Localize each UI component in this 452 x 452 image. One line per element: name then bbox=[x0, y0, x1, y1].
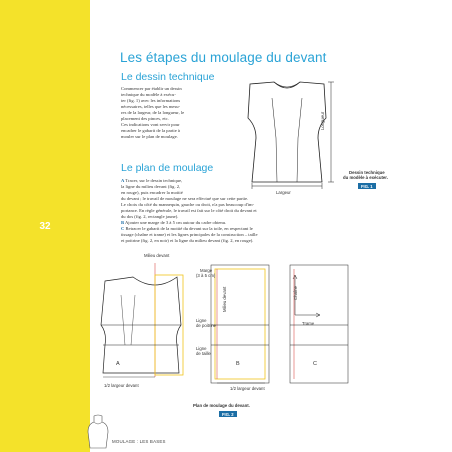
label-trame: Trame bbox=[302, 321, 315, 326]
text-line: mouler sur le plan de moulage. bbox=[121, 134, 178, 139]
page-title: Les étapes du moulage du devant bbox=[120, 50, 327, 65]
text-line: placement des pinces, etc. bbox=[121, 116, 169, 121]
fig1-caption-line2: du modèle à exécuter. bbox=[343, 175, 388, 180]
label-ligne-taille-2: de taille bbox=[196, 351, 211, 356]
fig2-plan-diagram bbox=[95, 255, 390, 390]
text-line: Ces indications vont servir pour bbox=[121, 122, 180, 127]
label-half-width-b: 1/2 largeur devant bbox=[230, 386, 265, 391]
text-line: du dos (fig. 2, rectangle jaune). bbox=[121, 214, 179, 219]
mannequin-illustration bbox=[84, 414, 112, 450]
text-line: du devant ; le travail de moulage ne sera effectué que sur cette partie. bbox=[121, 196, 249, 201]
text-line: Le choix du côté du mannequin, gauche ou droit, n'a pas beaucoup d'im- bbox=[121, 202, 255, 207]
text-line: res de la largeur, de la longueur, le bbox=[121, 110, 185, 115]
dessin-paragraph bbox=[121, 86, 211, 140]
label-milieu-devant: Milieu devant bbox=[144, 253, 170, 258]
text-line: ter (fig. 1) avec les informations bbox=[121, 98, 181, 103]
panel-label-a: A bbox=[116, 361, 120, 367]
label-longueur: Longueur bbox=[320, 111, 325, 130]
text-line: nécessaires, telles que les mesu- bbox=[121, 104, 181, 109]
section-heading-plan: Le plan de moulage bbox=[121, 162, 214, 174]
text-line: Commencer par établir un dessin bbox=[121, 86, 182, 91]
text-line: C Retracer le gabarit de la moitié du devant sur la toile, en respectant le bbox=[121, 226, 253, 231]
text-line: tissage (chaîne et trame) et les lignes principales de la construction – taille bbox=[121, 232, 258, 237]
text-line: la ligne du milieu devant (fig. 2, bbox=[121, 184, 181, 189]
panel-label-b: B bbox=[236, 361, 240, 367]
section-heading-dessin: Le dessin technique bbox=[121, 71, 215, 83]
fig1-caption-line1: Dessin technique bbox=[349, 170, 385, 175]
label-ligne-poitrine-1: Ligne bbox=[196, 318, 207, 323]
fig2-badge: FIG. 2 bbox=[219, 411, 237, 417]
label-ligne-taille-1: Ligne bbox=[196, 346, 207, 351]
label-marge-2: (3 à 5 cm) bbox=[196, 273, 216, 278]
fig2-caption: Plan de moulage du devant. bbox=[193, 403, 250, 408]
plan-paragraph bbox=[121, 178, 331, 244]
label-largeur: Largeur bbox=[276, 190, 291, 195]
panel-label-c: C bbox=[313, 361, 317, 367]
fig1-badge: FIG. 1 bbox=[358, 183, 376, 189]
label-milieu-devant-vertical: Milieu devant bbox=[222, 286, 227, 312]
text-line: portance. En règle générale, le travail est fait sur le côté droit du devant et bbox=[121, 208, 257, 213]
label-half-width-a: 1/2 largeur devant bbox=[104, 383, 139, 388]
text-line: B Ajouter une marge de 3 à 5 cm autour du cadre obtenu. bbox=[121, 220, 227, 225]
page-number: 32 bbox=[39, 221, 51, 232]
text-line: A Tracer, sur le dessin technique, bbox=[121, 178, 183, 183]
text-line: et poitrine (fig. 2, en noir) et la ligne du milieu devant (fig. 2, en rouge). bbox=[121, 238, 254, 243]
footer-running-title: MOULAGE : LES BASES bbox=[112, 439, 166, 444]
text-line: technique du modèle à exécu- bbox=[121, 92, 176, 97]
text-line: encadrer le gabarit de la partie à bbox=[121, 128, 180, 133]
label-ligne-poitrine-2: de poitrine bbox=[196, 323, 217, 328]
label-marge-1: Marge bbox=[200, 268, 213, 273]
label-chaine: Chaîne bbox=[293, 286, 298, 300]
text-line: en rouge), puis encadrer la moitié bbox=[121, 190, 183, 195]
